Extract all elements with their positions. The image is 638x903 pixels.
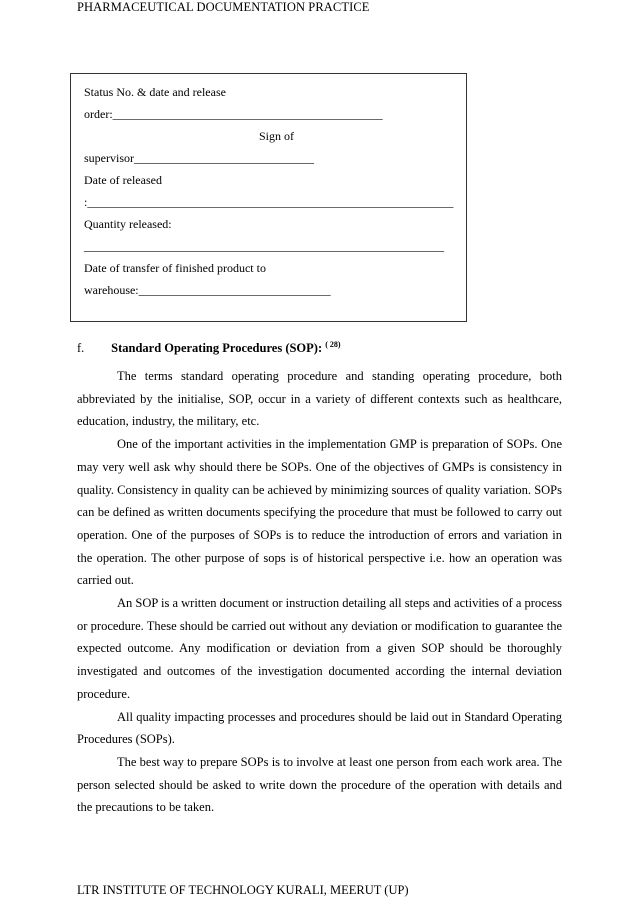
page-footer: LTR INSTITUTE OF TECHNOLOGY KURALI, MEERUT (UP) [77,883,409,897]
release-form-box [70,73,467,322]
form-line-status: Status No. & date and release [84,85,226,99]
paragraph: The best way to prepare SOPs is to involve at least one person from each work area. The person selected should be asked to write down the procedure of the operation with details and the precautions to be taken. [77,754,562,815]
form-line-quantity: Quantity released: [84,217,172,231]
form-line-quantity-blank: ____________________________________________________________ [84,239,444,253]
form-line-warehouse: warehouse:________________________________ [84,283,331,297]
form-line-supervisor: supervisor______________________________ [84,151,314,165]
section-title: Standard Operating Procedures (SOP): [111,341,323,356]
body-text [77,365,562,819]
section-reference: ( 28) [325,340,341,349]
section-heading [77,340,341,356]
page-header: PHARMACEUTICAL DOCUMENTATION PRACTICE [77,0,370,14]
form-line-order: order:_____________________________________________ [84,107,383,121]
form-line-date-blank: :_____________________________________________________________ [84,195,454,209]
section-number: f. [77,341,85,356]
paragraph: An SOP is a written document or instruction detailing all steps and activities of a process or procedure. These should be carried out without any deviation or modification to guarantee the expected outcome. Any modification or deviation from a given SOP should be thoroughly investigated and outcomes of the investigation documented according the internal deviation procedure. [77,596,562,701]
form-line-date-released: Date of released [84,173,162,187]
paragraph: The terms standard operating procedure and standing operating procedure, both abbreviated by the initialise, SOP, occur in a variety of different contexts such as healthcare, education, industry, the military, etc. [77,369,562,429]
paragraph: All quality impacting processes and procedures should be laid out in Standard Operating Procedures (SOPs). [77,709,562,747]
paragraph: One of the important activities in the implementation GMP is preparation of SOPs. One may very well ask why should there be SOPs. One of the objectives of GMPs is consistency in quality. Consistency in quality can be achieved by minimizing sources of quality variation. SOPs can be defined as written documents specifying the procedure that must be followed to carry out operation. One of the purposes of SOPs is to reduce the introduction of errors and variation in the operation. The other purpose of sops is of historical perspective i.e. how an operation was carried out. [77,437,562,588]
form-line-transfer: Date of transfer of finished product to [84,261,266,275]
form-line-sign: Sign of [259,129,295,143]
